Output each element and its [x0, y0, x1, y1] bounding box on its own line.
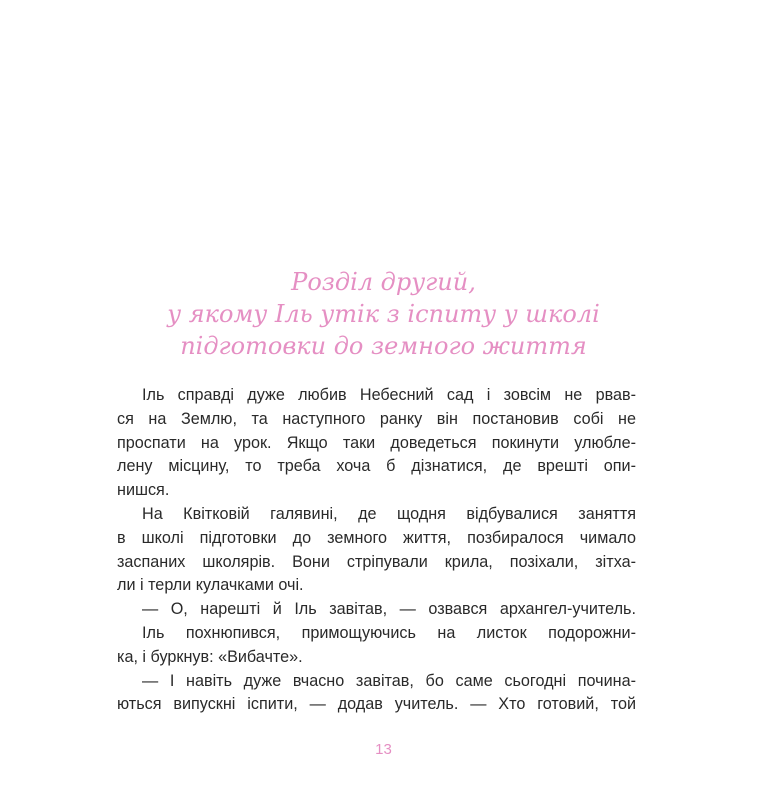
- body-line: Іль справді дуже любив Небесний сад і зовсім не рвав-: [142, 386, 636, 404]
- body-line: лену місцину, то треба хоча б дізнатися, де врешті опи-: [117, 457, 636, 476]
- body-line: На Квітковій галявині, де щодня відбувалися заняття: [142, 504, 636, 523]
- body-line: Іль похнюпився, примощуючись на листок подорожни-: [142, 623, 636, 642]
- body-line: ли і терли кулачками очі.: [117, 576, 304, 595]
- chapter-title-line: у якому Іль утік з іспиту у школі: [167, 300, 600, 328]
- body-text: [117, 384, 636, 717]
- page-number: 13: [375, 741, 392, 758]
- body-line: — О, нарешті й Іль завітав, — озвався архангел-учитель.: [142, 600, 636, 619]
- chapter-title-line: Розділ другий,: [291, 268, 476, 296]
- chapter-title-line: підготовки до земного життя: [180, 332, 587, 360]
- body-line: заспаних школярів. Вони стріпували крила, позіхали, зітха-: [117, 552, 636, 571]
- body-line: ються випускні іспити, — додав учитель. — Хто готовий, той: [117, 695, 636, 714]
- body-line: ся на Землю, та наступного ранку він постановив собі не: [117, 409, 636, 428]
- body-line: проспати на урок. Якщо таки доведеться покинути улюбле-: [117, 433, 636, 452]
- body-line: — І навіть дуже вчасно завітав, бо саме сьогодні почина-: [142, 671, 636, 690]
- body-line: нишся.: [117, 481, 170, 500]
- body-line: ка, і буркнув: «Вибачте».: [117, 647, 303, 666]
- body-line: в школі підготовки до земного життя, позбиралося чимало: [117, 528, 636, 547]
- chapter-title: [0, 266, 767, 362]
